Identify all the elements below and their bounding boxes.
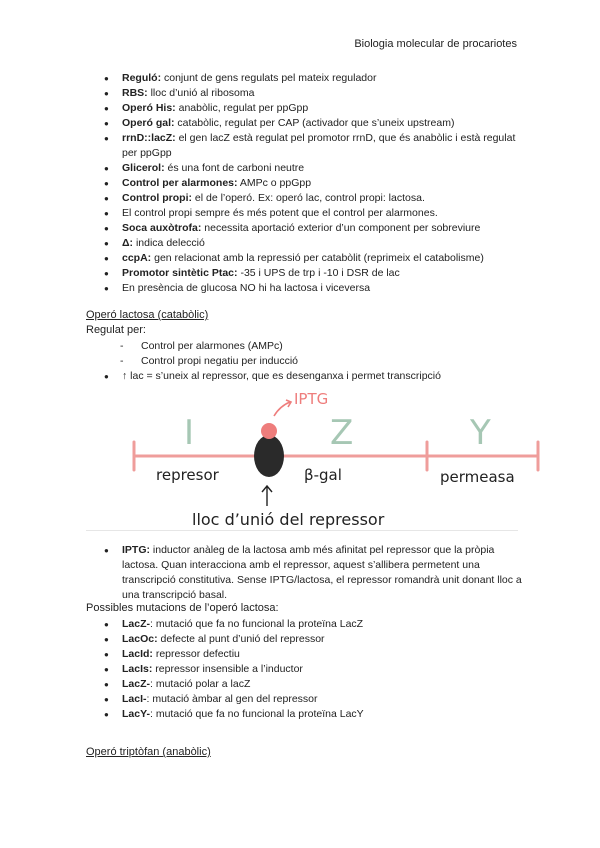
list-item: ● ccpA: gen relacionat amb la repressió per catabòlit (reprimeix el catabolisme) <box>104 251 524 266</box>
repressor-shape <box>254 435 284 477</box>
list-item: ● LacZ-: mutació que fa no funcional la proteïna LacZ <box>104 617 524 632</box>
inducer-arrow <box>274 402 290 416</box>
page-header: Biologia molecular de procariotes <box>354 38 517 50</box>
list-item: ● Δ: indica delecció <box>104 236 524 251</box>
list-item: ● LacZ-: mutació polar a lacZ <box>104 677 524 692</box>
list-item: ● El control propi sempre és més potent que el control per alarmones. <box>104 206 524 221</box>
list-item: ● Operó gal: catabòlic, regulat per CAP (activador que s’uneix upstream) <box>104 116 524 131</box>
list-item: ● Control per alarmones: AMPc o ppGpp <box>104 176 524 191</box>
iptg-list <box>104 543 524 603</box>
list-item: ● ↑ lac = s’uneix al repressor, que es desenganxa i permet transcripció <box>104 369 524 384</box>
list-item: ● Promotor sintètic Ptac: -35 i UPS de trp i -10 i DSR de lac <box>104 266 524 281</box>
list-item: ● Reguló: conjunt de gens regulats pel mateix regulador <box>104 71 524 86</box>
inducer-label: IPTG <box>294 390 329 408</box>
list-item: ● Soca auxòtrofa: necessita aportació exterior d’un component per sobreviure <box>104 221 524 236</box>
list-item: ● En presència de glucosa NO hi ha lactosa i viceversa <box>104 281 524 296</box>
gene-letter-i: I <box>184 413 195 453</box>
lac-operon-title: Operó lactosa (catabòlic) <box>86 309 209 321</box>
inducer-circle <box>261 423 277 439</box>
list-item: ● rrnD::lacZ: el gen lacZ està regulat pel promotor rrnD, que és anabòlic i està regulat per ppGpp <box>104 131 524 161</box>
site-label: lloc d’unió del repressor <box>192 510 385 529</box>
list-item: ● LacIs: repressor insensible a l’inductor <box>104 662 524 677</box>
list-item: ● Control propi: el de l’operó. Ex: operó lac, control propi: lactosa. <box>104 191 524 206</box>
gene-label-represor: represor <box>156 466 219 484</box>
mutations-title: Possibles mutacions de l’operó lactosa: <box>86 602 279 614</box>
mutations-list <box>104 617 524 722</box>
divider <box>86 530 518 531</box>
definitions-list <box>104 71 524 296</box>
list-item: ● LacId: repressor defectiu <box>104 647 524 662</box>
list-item: ● LacY-: mutació que fa no funcional la proteïna LacY <box>104 707 524 722</box>
list-item: ● IPTG: inductor anàleg de la lactosa amb més afinitat pel repressor que la pròpia lactosa. Quan interacciona amb el repressor, aquest s’allibera permetent una transcripció constitutiva. Sense IPTG/lactosa, el repressor romandrà unit donant lloc a una transcripció basal. <box>104 543 524 603</box>
list-item: ● Operó His: anabòlic, regulat per ppGpp <box>104 101 524 116</box>
list-item: ● RBS: lloc d’unió al ribosoma <box>104 86 524 101</box>
regulat-label: Regulat per: <box>86 324 146 336</box>
list-item: - Control propi negatiu per inducció <box>120 354 500 369</box>
controls-list <box>120 339 500 369</box>
list-item: ● LacI-: mutació àmbar al gen del repressor <box>104 692 524 707</box>
gene-letter-y: Y <box>470 413 491 453</box>
list-item: - Control per alarmones (AMPc) <box>120 339 500 354</box>
gene-letter-z: Z <box>330 413 354 453</box>
gene-label-permeasa: permeasa <box>440 468 515 486</box>
trp-operon-title: Operó triptòfan (anabòlic) <box>86 746 211 758</box>
lac-operon-diagram <box>120 382 550 534</box>
list-item: ● LacOc: defecte al punt d’unió del repressor <box>104 632 524 647</box>
list-item: ● Glicerol: és una font de carboni neutre <box>104 161 524 176</box>
gene-label-beta-gal: β-gal <box>304 466 342 484</box>
